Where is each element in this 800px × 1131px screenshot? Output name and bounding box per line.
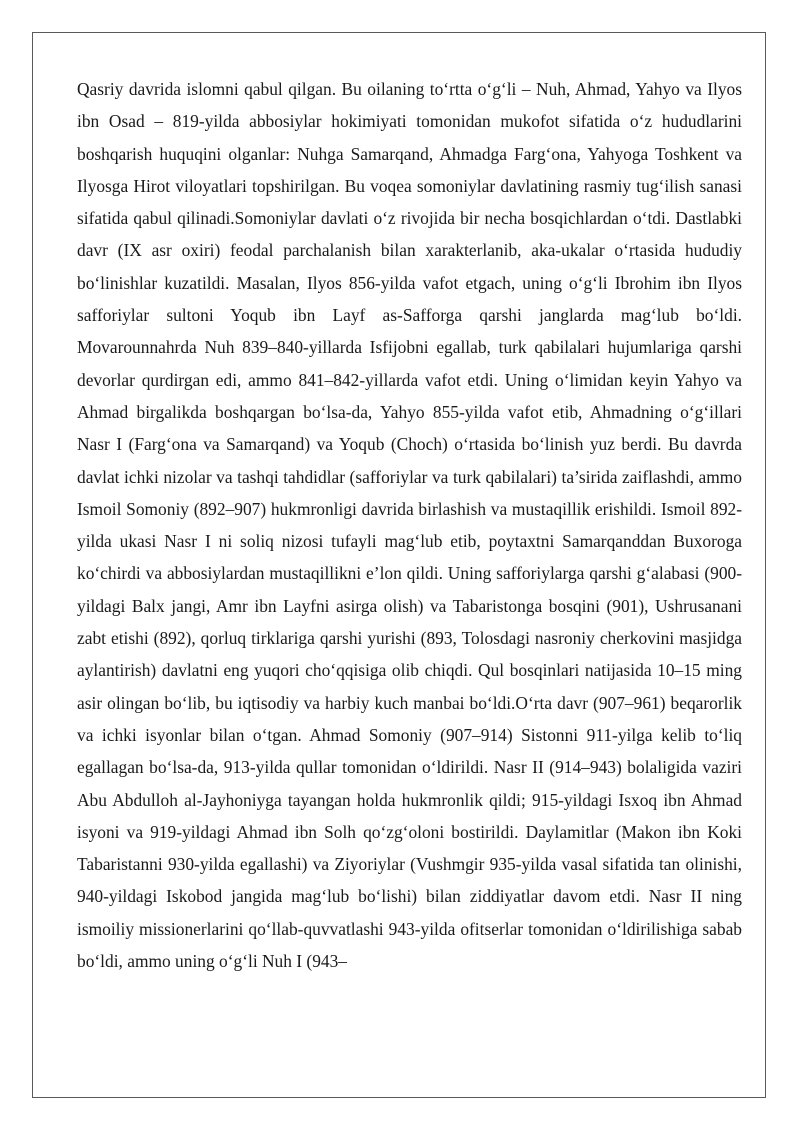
body-paragraph: Qasriy davrida islomni qabul qilgan. Bu oilaning to‘rtta o‘g‘li – Nuh, Ahmad, Yahyo va Ilyos ibn Osad – 819-yilda abbosiylar hokimiyati tomonidan mukofot sifatida o‘z hududlarini boshqarish huquqini olganlar: Nuhga Samarqand, Ahmadga Farg‘ona, Yahyoga Toshkent va Ilyosga Hirot viloyatlari topshirilgan. Bu voqea somoniylar davlatining rasmiy tug‘ilish sanasi sifatida qabul qilinadi.Somoniylar davlati o‘z rivojida bir necha bosqichlardan o‘tdi. Dastlabki davr (IX asr oxiri) feodal parchalanish bilan xarakterlanib, aka-ukalar o‘rtasida hududiy bo‘linishlar kuzatildi. Masalan, Ilyos 856-yilda vafot etgach, uning o‘g‘li Ibrohim ibn Ilyos safforiylar sultoni Yoqub ibn Layf as-Safforga qarshi janglarda mag‘lub bo‘ldi. Movarounnahrda Nuh 839–840-yillarda Isfijobni egallab, turk qabilalari hujumlariga qarshi devorlar qurdirgan edi, ammo 841–842-yillarda vafot etdi. Uning o‘limidan keyin Yahyo va Ahmad birgalikda boshqargan bo‘lsa-da, Yahyo 855-yilda vafot etib, Ahmadning o‘g‘illari Nasr I (Farg‘ona va Samarqand) va Yoqub (Choch) o‘rtasida bo‘linish yuz berdi. Bu davrda davlat ichki nizolar va tashqi tahdidlar (safforiylar va turk qabilalari) ta’sirida zaiflashdi, ammo Ismoil Somoniy (892–907) hukmronligi davrida birlashish va mustaqillik erishildi. Ismoil 892-yilda ukasi Nasr I ni soliq nizosi tufayli mag‘lub etib, poytaxtni Samarqanddan Buxoroga ko‘chirdi va abbosiylardan mustaqillikni e’lon qildi. Uning safforiylarga qarshi g‘alabasi (900-yildagi Balx jangi, Amr ibn Layfni asirga olish) va Tabaristonga bosqini (901), Ushrusanani zabt etishi (892), qorluq tirklariga qarshi yurishi (893, Tolosdagi nasroniy cherkovini masjidga aylantirish) davlatni eng yuqori cho‘qqisiga olib chiqdi. Qul bosqinlari natijasida 10–15 ming asir olingan bo‘lib, bu iqtisodiy va harbiy kuch manbai bo‘ldi.O‘rta davr (907–961) beqarorlik va ichki isyonlar bilan o‘tgan. Ahmad Somoniy (907–914) Sistonni 911-yilga kelib to‘liq egallagan bo‘lsa-da, 913-yilda qullar tomonidan o‘ldirildi. Nasr II (914–943) bolaligida vaziri Abu Abdulloh al-Jayhoniyga tayangan holda hukmronlik qildi; 915-yildagi Isxoq ibn Ahmad isyoni va 919-yildagi Ahmad ibn Solh qo‘zg‘oloni bostirildi. Daylamitlar (Makon ibn Koki Tabaristanni 930-yilda egallashi) va Ziyoriylar (Vushmgir 935-yilda vasal sifatida tan olinishi, 940-yildagi Iskobod jangida mag‘lub bo‘lishi) bilan ziddiyatlar davom etdi. Nasr II ning ismoiliy missionerlarini qo‘llab-quvvatlashi 943-yilda ofitserlar tomonidan o‘ldirilishiga sabab bo‘ldi, ammo uning o‘g‘li Nuh I (943–: [77, 79, 742, 972]
